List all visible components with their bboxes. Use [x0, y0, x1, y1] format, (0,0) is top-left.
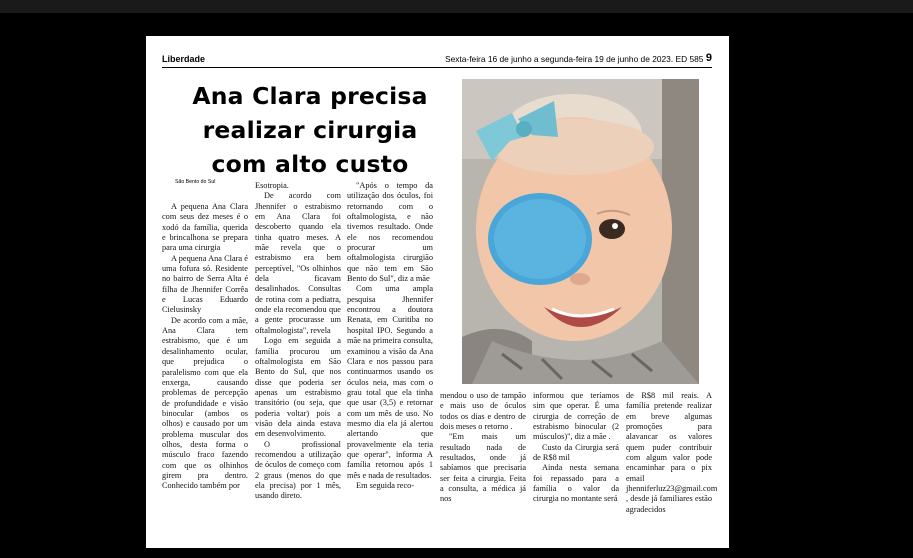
- article-column-1: [162, 202, 248, 492]
- paragraph: "Em mais um resultado nada de resultados, onde já sabíamos que precisaria ser feita a cirurgia. Feita a consulta, a médica já nos: [440, 432, 526, 504]
- paragraph: "Após o tempo da utilização dos óculos, foi retornando com o oftalmologista, e não tivemos resultado. Onde ele nos recomendou procurar um oftalmologista cirurgião que não tem em São Bento do Sul", diz a mãe: [347, 181, 433, 284]
- article-column-3: [347, 181, 433, 491]
- headline-line: com alto custo: [211, 150, 409, 178]
- paragraph: Ainda nesta semana foi repassado para a família o valor da cirurgia no montante será: [533, 463, 619, 504]
- page-number: 9: [705, 52, 712, 64]
- newspaper-page: [146, 36, 729, 548]
- headline-line: realizar cirurgia: [202, 116, 418, 144]
- paragraph: O profissional recomendou a utilização de óculos de começo com 2 graus (menos do que ela precisa) por 1 mês, usando direto.: [255, 439, 341, 501]
- article-column-4: [440, 391, 526, 505]
- paragraph: De acordo com a mãe, Ana Clara tem estrabismo, que é um desalinhamento ocular, que prejudica o paralelismo com que ela enxerga, causando problemas de percepção de profundidade e visão binocular (ambos os olhos) e causado por um problema muscular dos olhos, desta forma o músculo fraco fazendo com que os olhinhos girem pra dentro. Conhecido também por: [162, 315, 248, 491]
- viewer-top-bar: [0, 0, 913, 13]
- edition-date: Sexta-feira 16 de junho a segunda-feira 19 de junho de 2023. ED 585: [445, 54, 704, 64]
- article-byline: São Bento do Sul: [175, 179, 216, 185]
- paragraph: Em seguida reco-: [356, 480, 415, 490]
- paragraph: mendou o uso de tampão e mais uso de óculos todos os dias e dentro de dois meses o retorno .: [440, 391, 526, 432]
- paragraph: A pequena Ana Clara com seus dez meses é o xodó da família, querida e brincalhona se prepara para uma cirurgia: [162, 202, 248, 253]
- publication-name: Liberdade: [162, 54, 206, 64]
- article-column-2: [255, 181, 341, 502]
- paragraph: Custo da Cirurgia será de R$8 mil: [533, 442, 619, 463]
- paragraph: De acordo com Jhennifer o estrabismo em Ana Clara foi descoberto quando ela tinha quatro meses. A mãe revela que o estrabismo era bem perceptível, "Os olhinhos dela ficavam desalinhados. Consultas de rotina com a pediatra, onde ela recomendou que a gente procurasse um oftalmologista", revela: [255, 191, 341, 335]
- paragraph: A pequena Ana Clara é uma fofura só. Residente no bairro de Serra Alta é filha de Jhennifer Corrêa e Lucas Eduardo Cielusinsky: [162, 253, 248, 315]
- article-column-6: [626, 391, 718, 515]
- paragraph: Com uma ampla pesquisa Jhennifer encontrou a doutora Renata, em Curitiba no hospital IPO. Segundo a mãe na primeira consulta, examinou a visão da Ana Clara e nos passou para continuarmos usando os óculos neia, mas com o grau total que ela tinha que usar (3,5) e retornar com um mês de uso. No mesmo dia ela já alertou alertando que provavelmente ela teria que operar", informa A família retornou após 1 mês e nada de resultados.: [347, 284, 433, 480]
- headline-line: Ana Clara precisa: [192, 82, 428, 110]
- paragraph: Logo em seguida a família procurou um oftalmologista em São Bento do Sul, que nos disse que poderia ser apenas um estrabismo transitório (ou seja, que poderia voltar) pois a visão dela ainda estava em desenvolvimento.: [255, 336, 341, 439]
- paragraph: informou que teríamos sim que operar. É uma cirurgia de correção de estrabismo binocular (2 músculos)", diz a mãe .: [533, 391, 619, 442]
- article-photo: [462, 79, 699, 384]
- paragraph: Esotropia.: [255, 181, 289, 190]
- paragraph: de R$8 mil reais. A família pretende realizar em breve algumas promoções para alavancar os valores quem puder contribuir com algum valor pode encaminhar para o pix email jhenniferluz23@gmail.com , desde já familiares estão agradecidos: [626, 391, 718, 514]
- article-column-5: [533, 391, 619, 505]
- baby-photo-illustration: [462, 79, 699, 384]
- page-header: [162, 53, 712, 68]
- article-headline: [170, 79, 450, 181]
